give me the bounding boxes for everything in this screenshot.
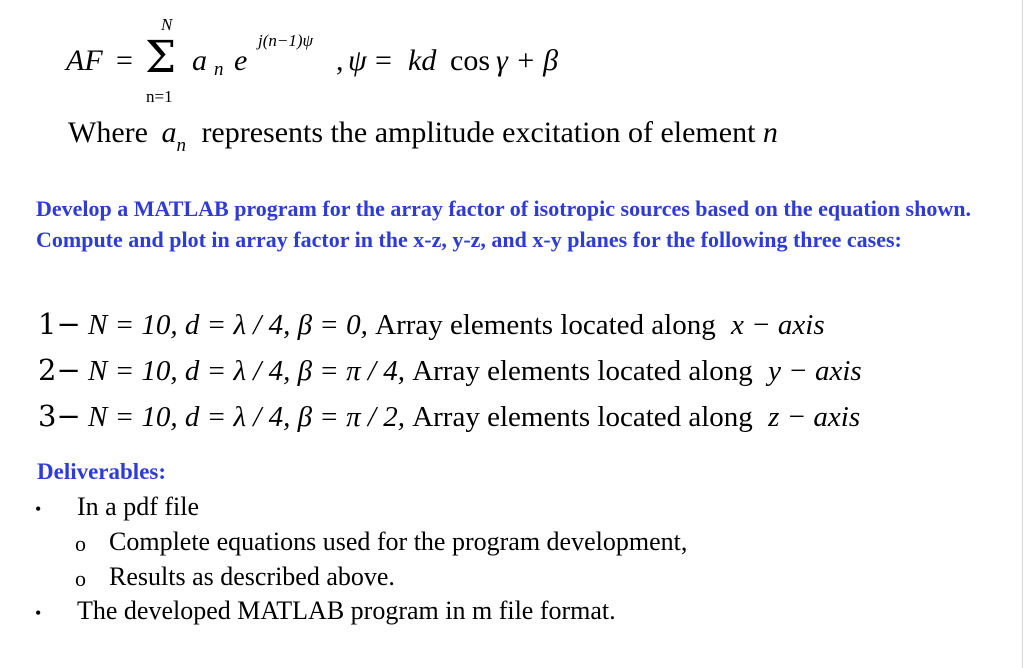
- sub-bullet-icon: o: [75, 531, 86, 556]
- eq-lhs: AF: [66, 44, 103, 77]
- where-line: [68, 116, 778, 156]
- cases-list: [38, 306, 862, 444]
- case-number: 2−: [38, 353, 81, 387]
- where-var: a: [161, 116, 177, 149]
- sub-bullet-icon: o: [75, 566, 86, 591]
- psi-kd: kd: [408, 44, 437, 77]
- case-desc: Array elements located along: [375, 309, 716, 341]
- case-params: N = 10, d = λ / 4, β = π / 2,: [88, 401, 405, 433]
- eq-comma: ,: [336, 44, 344, 77]
- psi-equals: =: [375, 44, 392, 77]
- case-number: 1−: [38, 307, 81, 341]
- psi-cos: cos: [450, 44, 490, 77]
- deliverable-item: The developed MATLAB program in m file format.: [77, 596, 616, 625]
- case-1: [38, 306, 862, 352]
- case-axis: y − axis: [768, 355, 862, 387]
- deliverables-title: Deliverables:: [37, 459, 167, 484]
- bullet-icon: •: [35, 603, 42, 623]
- case-axis: x − axis: [730, 309, 825, 341]
- eq-equals: =: [116, 44, 133, 77]
- bullet-icon: •: [35, 499, 42, 519]
- case-3: [38, 398, 862, 444]
- case-params: N = 10, d = λ / 4, β = π / 4,: [88, 355, 405, 387]
- case-desc: Array elements located along: [412, 401, 753, 433]
- case-2: [38, 352, 862, 398]
- eq-coef: a: [192, 44, 207, 77]
- deliverable-subitem: Complete equations used for the program development,: [109, 527, 688, 556]
- psi-gamma-beta: γ + β: [496, 44, 559, 77]
- eq-base: e: [234, 44, 248, 77]
- eq-coef-sub: n: [214, 59, 224, 80]
- where-var2: n: [762, 116, 778, 149]
- deliverable-subitem: Results as described above.: [109, 562, 395, 591]
- case-desc: Array elements located along: [412, 355, 753, 387]
- sigma-upper-limit: N: [161, 15, 173, 34]
- sigma-lower-limit: n=1: [146, 87, 173, 106]
- deliverable-item: In a pdf file: [77, 492, 200, 521]
- eq-exponent: j(n−1)ψ: [258, 31, 314, 50]
- where-text: represents the amplitude excitation of element: [201, 116, 756, 149]
- psi-symbol: ψ: [348, 44, 367, 77]
- case-params: N = 10, d = λ / 4, β = 0,: [88, 309, 368, 341]
- task-paragraph: Develop a MATLAB program for the array factor of isotropic sources based on the equation shown. Compute and plot in array factor in the x-z, y-z, and x-y planes for the following three cases:: [36, 196, 971, 252]
- case-number: 3−: [38, 399, 81, 433]
- where-prefix: Where: [68, 116, 148, 149]
- case-axis: z − axis: [768, 401, 861, 433]
- where-var-sub: n: [176, 135, 186, 156]
- sigma-symbol: Σ: [145, 32, 177, 83]
